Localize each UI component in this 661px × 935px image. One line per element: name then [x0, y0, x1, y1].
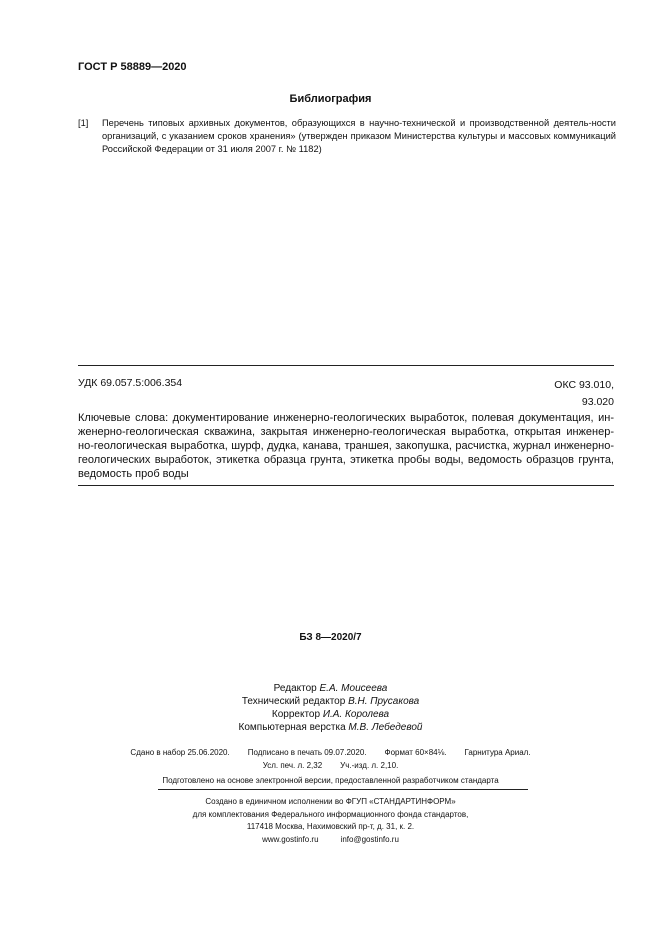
- oks-line-2: 93.020: [581, 396, 614, 408]
- editors-block: [0, 682, 661, 734]
- bibliography-title: Библиография: [289, 93, 372, 105]
- bibliography-entry-text: Перечень типовых архивных документов, образующихся в научно-технической и производственной деятель-ности организаций, с указанием сроков хранения» (утвержден приказом Министерства культуры и массовых коммуникаций Российской Федерации от 31 июля 2007 г. № 1182): [102, 118, 616, 154]
- editor-role: Технический редактор: [241, 696, 346, 707]
- publisher-line-3: 117418 Москва, Нахимовский пр-т, д. 31, к. 2.: [246, 822, 415, 831]
- publisher-line-1: Создано в единичном исполнении во ФГУП «СТАНДАРТИНФОРМ»: [205, 797, 456, 806]
- editor-role: Корректор: [271, 709, 321, 720]
- editor-role: Компьютерная верстка: [238, 722, 346, 733]
- editor-line: [0, 695, 661, 708]
- divider-top: [78, 365, 614, 366]
- editor-line: [0, 721, 661, 734]
- print-info: [0, 746, 661, 772]
- publisher-email-link[interactable]: info@gostinfo.ru: [340, 834, 399, 844]
- editor-name: М.В. Лебедевой: [348, 722, 423, 733]
- prepared-note: Подготовлено на основе электронной версии, предоставленной разработчиком стандарта: [162, 776, 499, 785]
- bibliography-entry: [78, 117, 616, 156]
- sign-date: Подписано в печать 09.07.2020.: [247, 748, 367, 757]
- print-info-line-2: [0, 759, 661, 772]
- publisher-website-link[interactable]: www.gostinfo.ru: [262, 834, 319, 844]
- divider-publisher: [158, 789, 528, 790]
- editor-role: Редактор: [273, 683, 317, 694]
- publisher-line-2: для комплектования Федерального информационного фонда стандартов,: [192, 809, 469, 819]
- publisher-contacts: [0, 834, 661, 847]
- editor-line: [0, 708, 661, 721]
- divider-keywords: [78, 485, 614, 486]
- editor-name: Е.А. Моисеева: [319, 683, 388, 694]
- keywords: Ключевые слова: документирование инженерно-геологических выработок, полевая документация, ин-женерно-геологическая скважина, закрытая инженерно-геологическая выработка, открытая инженер-но-геологическая выработка, шурф, дудка, канава, траншея, закопушка, расчистка, журнал инженерно-геологических выработок, этикетка образца грунта, этикетка пробы воды, ведомость образцов грунта, ведомость проб воды: [78, 412, 614, 480]
- oks-code: [554, 377, 614, 411]
- edition-code: БЗ 8—2020/7: [299, 632, 362, 643]
- udc-code: УДК 69.057.5:006.354: [78, 377, 183, 389]
- editor-name: В.Н. Прусакова: [348, 696, 420, 707]
- oks-line-1: ОКС 93.010,: [554, 379, 614, 391]
- standard-code: ГОСТ Р 58889—2020: [78, 61, 187, 73]
- editor-name: И.А. Королева: [322, 709, 390, 720]
- editor-line: [0, 682, 661, 695]
- paper-format: Формат 60×84⅛.: [384, 748, 447, 757]
- set-date: Сдано в набор 25.06.2020.: [130, 748, 230, 757]
- bibliography-entry-number: [1]: [78, 118, 89, 128]
- publisher-sheets: Уч.-изд. л. 2,10.: [340, 761, 399, 770]
- typeface: Гарнитура Ариал.: [464, 748, 531, 757]
- publisher-block: [0, 796, 661, 846]
- print-info-line-1: [0, 746, 661, 759]
- print-sheets: Усл. печ. л. 2,32: [262, 761, 323, 770]
